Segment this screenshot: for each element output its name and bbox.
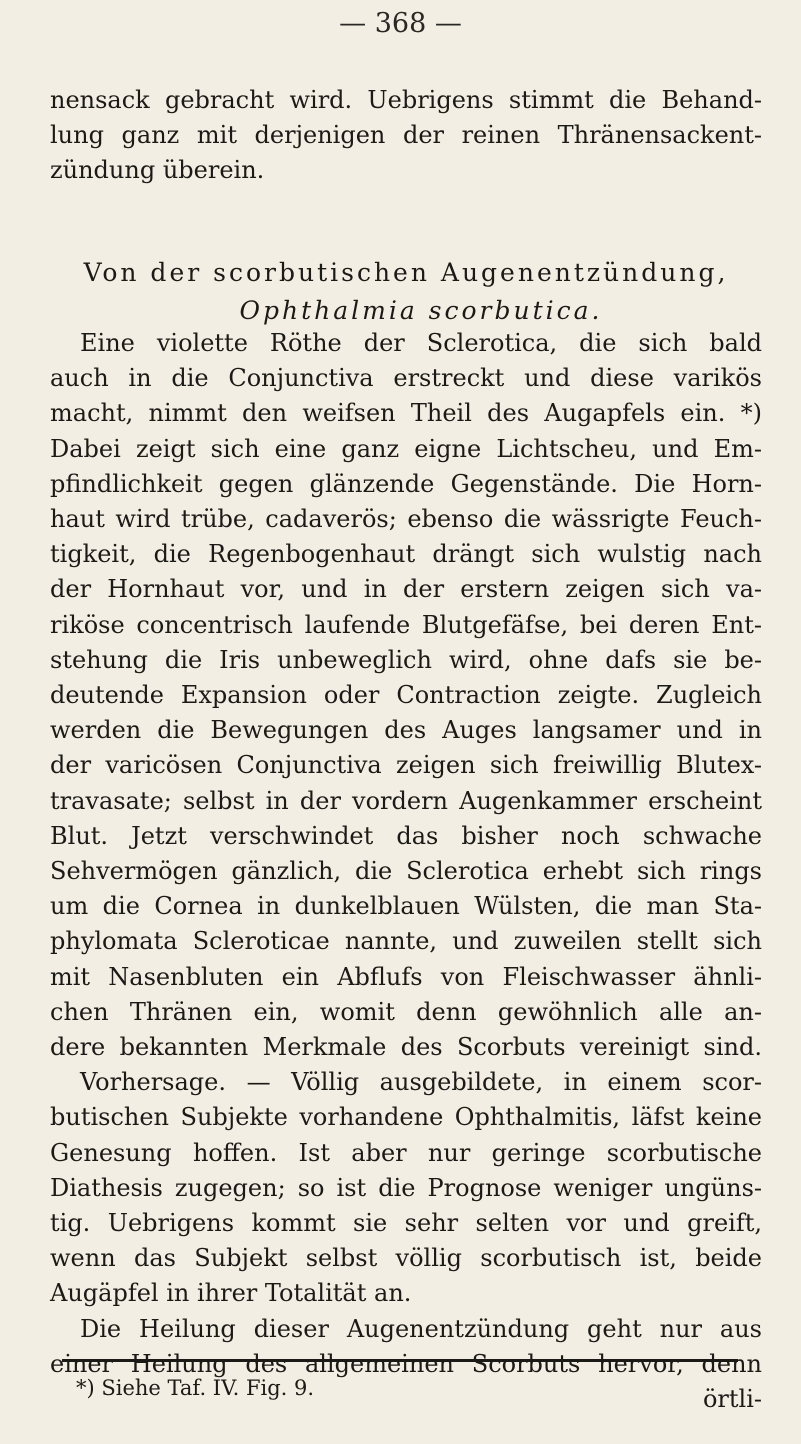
text-line: phylomata Scleroticae nannte, und zuweilen stellt sich [50, 927, 762, 956]
text-line: wenn das Subjekt selbst völlig scorbutisch ist, beide [50, 1244, 762, 1273]
top-paragraph [50, 83, 762, 189]
text-line: tigkeit, die Regenbogenhaut drängt sich wulstig nach [50, 540, 762, 569]
heading-title: Von der scorbutischen Augenentzündung, [83, 258, 729, 287]
text-line: butischen Subjekte vorhandene Ophthalmitis, läfst keine [50, 1103, 762, 1132]
text-line: Die Heilung dieser Augenentzündung geht nur aus [80, 1314, 762, 1343]
text-line: zündung überein. [50, 156, 265, 185]
text-line: macht, nimmt den weifsen Theil des Augapfels ein. *) [50, 399, 762, 428]
text-line: dere bekannten Merkmale des Scorbuts vereinigt sind. [50, 1033, 762, 1062]
text-line: mit Nasenbluten ein Abflufs von Fleischwasser ähnli- [50, 962, 762, 991]
footnote-rule [62, 1359, 738, 1362]
text-line: pfindlichkeit gegen glänzende Gegenstände. Die Horn- [50, 469, 762, 498]
text-line: Sehvermögen gänzlich, die Sclerotica erhebt sich rings [50, 857, 762, 886]
section-heading [50, 254, 762, 330]
text-line: Dabei zeigt sich eine ganz eigne Lichtscheu, und Em- [50, 434, 762, 463]
text-line: lung ganz mit derjenigen der reinen Thränensackent- [50, 121, 762, 150]
text-line: Genesung hoffen. Ist aber nur geringe scorbutische [50, 1138, 762, 1167]
text-line: Augäpfel in ihrer Totalität an. [50, 1279, 412, 1308]
text-line: Vorhersage. — Völlig ausgebildete, in einem scor- [80, 1068, 762, 1097]
text-line: chen Thränen ein, womit denn gewöhnlich alle an- [50, 997, 762, 1026]
text-line: um die Cornea in dunkelblauen Wülsten, die man Sta- [50, 892, 762, 921]
page-number: — 368 — [339, 8, 462, 39]
text-line: einer Heilung des allgemeinen Scorbuts hervor, denn [50, 1349, 762, 1378]
text-line: stehung die Iris unbeweglich wird, ohne dafs sie be- [50, 645, 762, 674]
text-line: haut wird trübe, cadaverös; ebenso die wässrigte Feuch- [50, 505, 762, 534]
text-line: nensack gebracht wird. Uebrigens stimmt die Behand- [50, 86, 762, 114]
footnote: *) Siehe Taf. IV. Fig. 9. [76, 1376, 315, 1400]
text-line: Diathesis zugegen; so ist die Prognose weniger ungüns- [50, 1173, 762, 1202]
text-line: riköse concentrisch laufende Blutgefäfse, bei deren Ent- [50, 610, 762, 639]
text-line: auch in die Conjunctiva erstreckt und diese varikös [50, 364, 762, 393]
body-text [50, 326, 762, 1417]
heading-latin-title: Ophthalmia scorbutica. [239, 296, 603, 325]
text-line: travasate; selbst in der vordern Augenkammer erscheint [50, 786, 762, 815]
text-line: der varicösen Conjunctiva zeigen sich freiwillig Blutex- [50, 751, 762, 780]
text-line: tig. Uebrigens kommt sie sehr selten vor und greift, [50, 1209, 762, 1238]
text-line: Eine violette Röthe der Sclerotica, die sich bald [80, 329, 762, 357]
text-line: Blut. Jetzt verschwindet das bisher noch schwache [50, 821, 762, 850]
text-line: deutende Expansion oder Contraction zeigte. Zugleich [50, 681, 762, 710]
text-line: der Hornhaut vor, und in der erstern zeigen sich va- [50, 575, 762, 604]
text-line: werden die Bewegungen des Auges langsamer und in [50, 716, 762, 745]
catchword: örtli- [702, 1385, 762, 1414]
